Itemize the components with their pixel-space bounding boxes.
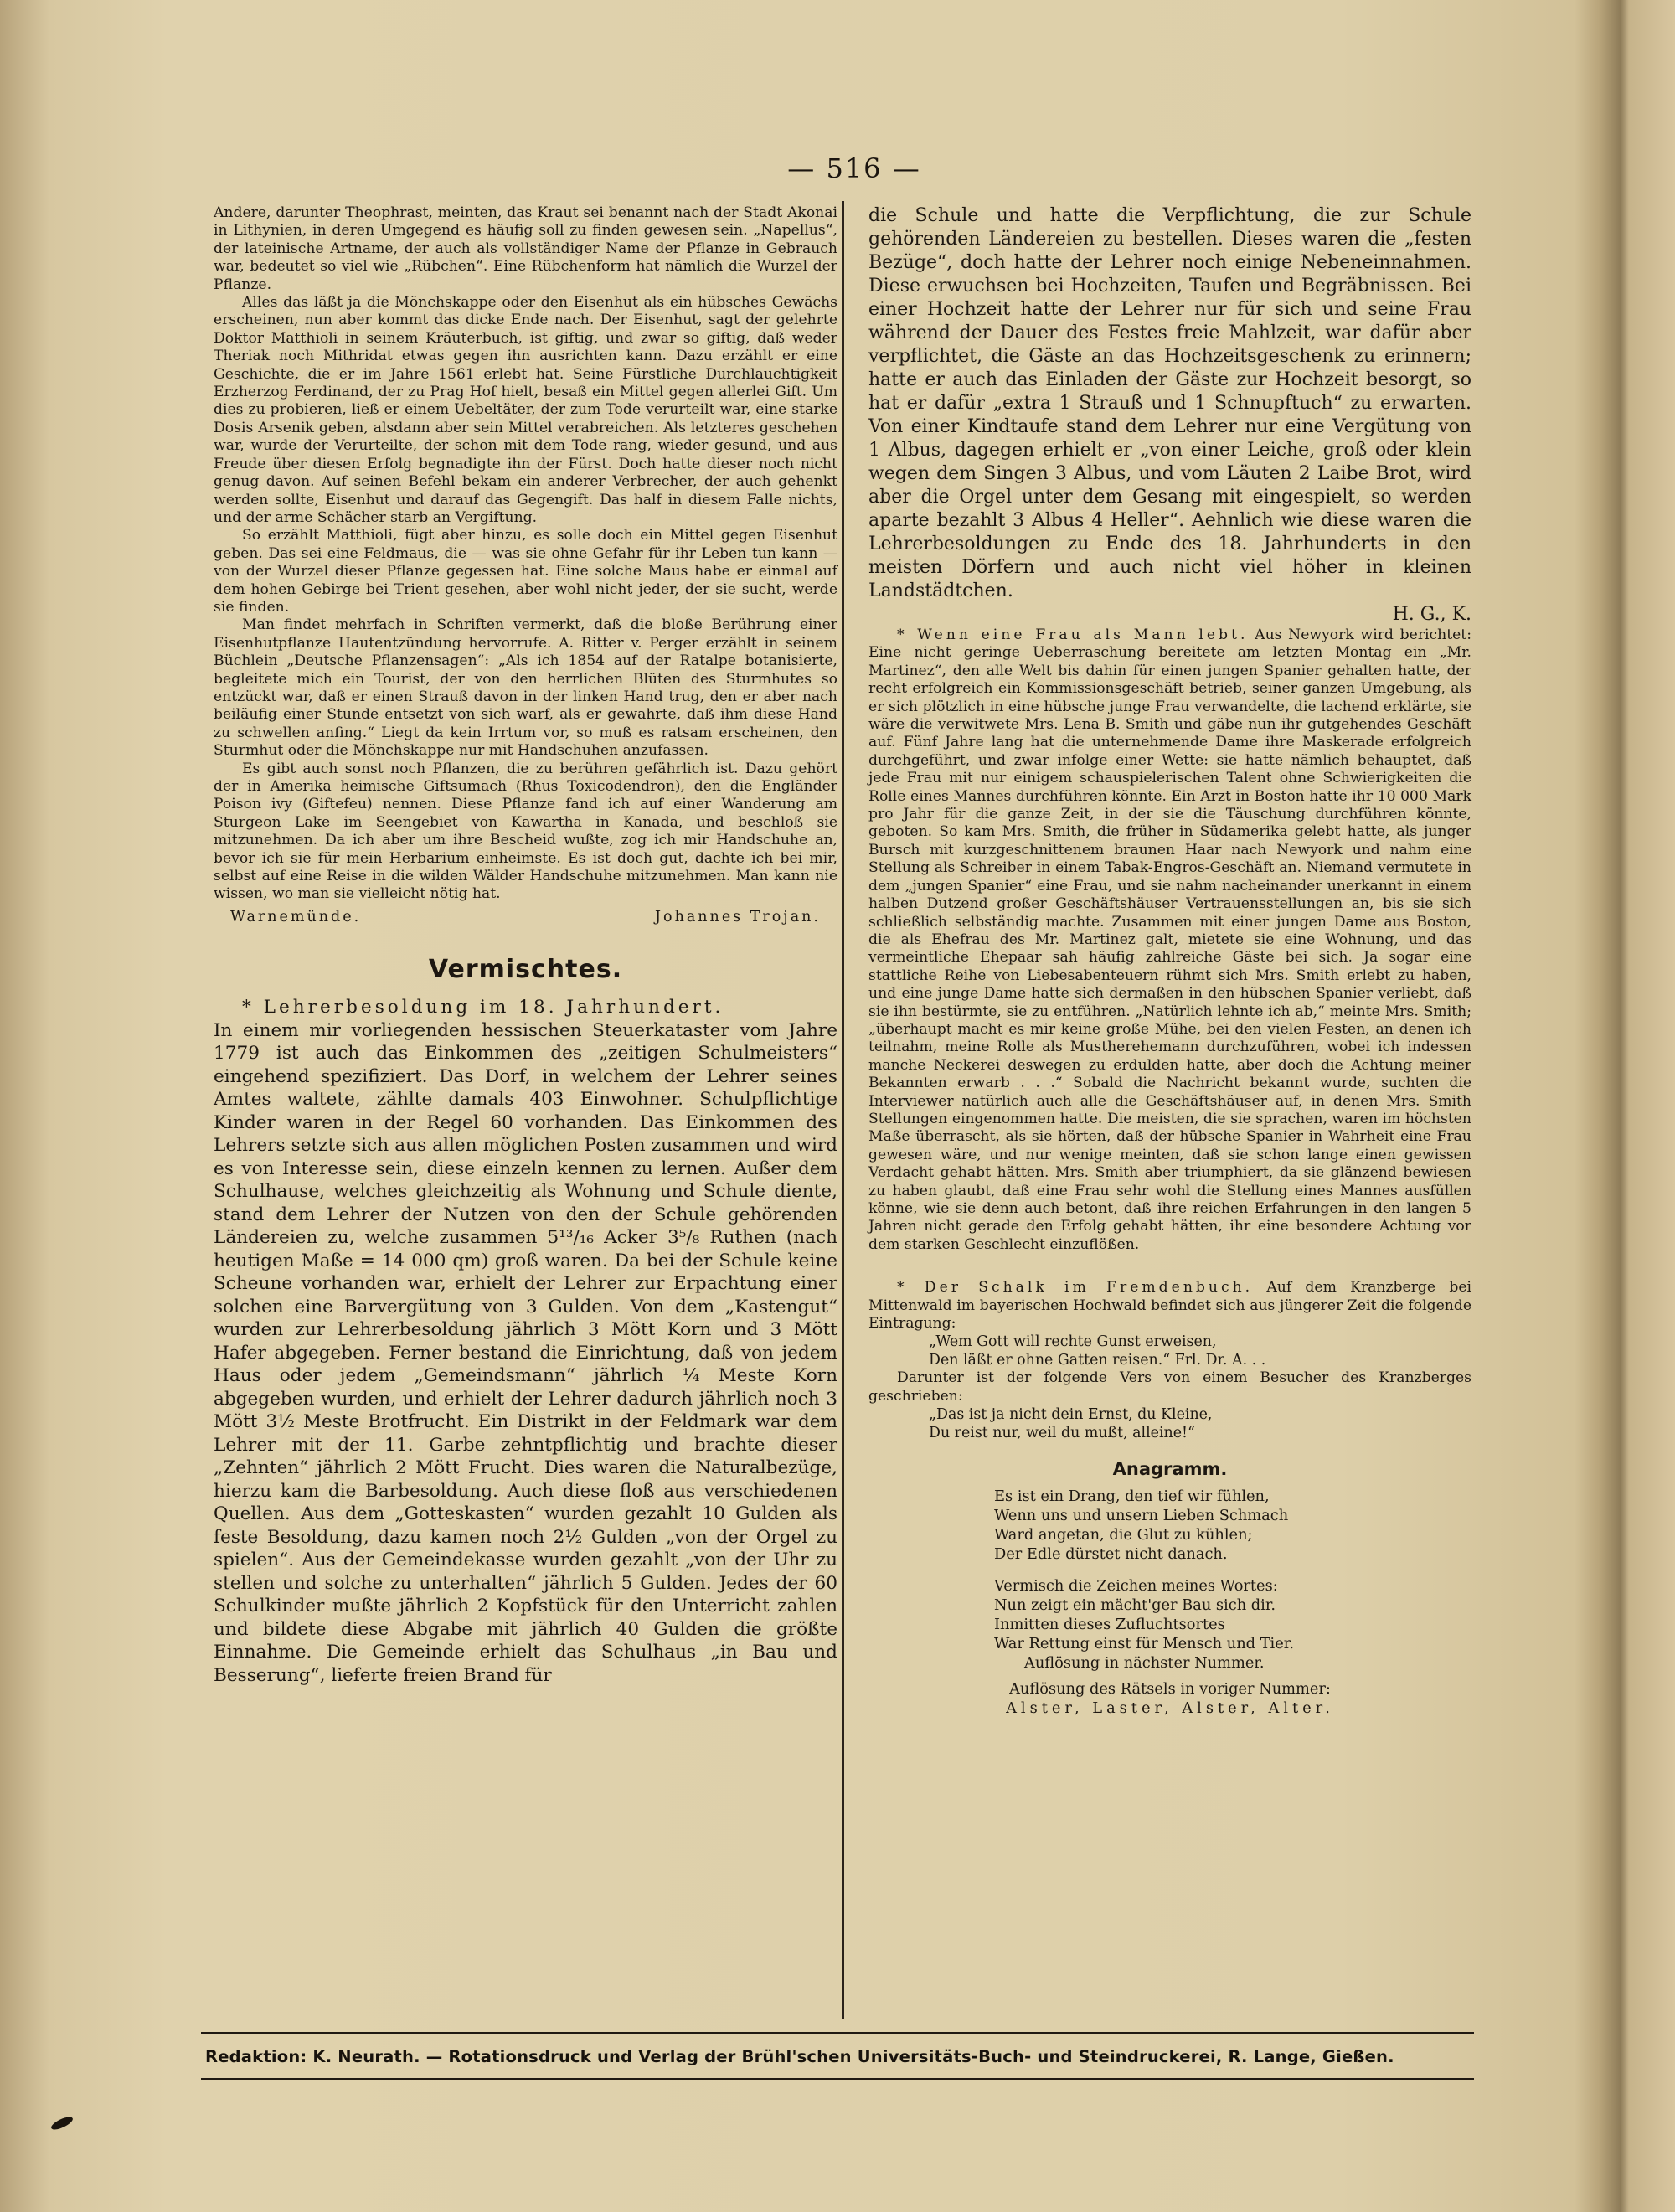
- poem-line: Es ist ein Drang, den tief wir fühlen,: [994, 1488, 1270, 1506]
- article-heading-text: * Wenn eine Frau als Mann lebt.: [897, 626, 1249, 643]
- article-body: Aus Newyork wird berichtet: Eine nicht geringe Ueberraschung bereitete am letzten Montag ein „Mr. Martinez“, den alle Welt bis dahin für einen jungen Spanier gehalten hatte, der recht erfolgreich ein Kommissionsgeschäft betrieb, seiner ganzen Umgebung, als er sich plötzlich in eine hübsche junge Frau verwandelte, die lachend erklärte, sie wäre die verwitwete Mrs. Lena B. Smith und gäbe nun ihr gutgehendes Geschäft auf. Fünf Jahre lang hat die unternehmende Dame ihre Maskerade erfolgreich durchgeführt, und zwar infolge einer Wette: sie hatte nämlich behauptet, daß jede Frau mit nur einigem schauspielerischen Talent ohne Schwierigkeiten die Rolle eines Mannes durchführen könnte. Ein Arzt in Boston hatte ihr 10 000 Mark pro Jahr für die ganze Zeit, in der sie die Täuschung durchführen könnte, geboten. So kam Mrs. Smith, die früher in Südamerika gelebt hatte, als junger Bursch mit kurzgeschnittenem braunen Haar nach Newyork und nahm eine Stellung als Schreiber in einem Tabak-Engros-Geschäft an. Niemand vermutete in dem „jungen Spanier“ eine Frau, und sie nahm nacheinander unerkannt in einem halben Dutzend großer Geschäftshäuser Vertrauensstellungen an, bis sie sich schließlich selbständig machte. Zusammen mit einer jungen Dame aus Boston, die als Ehefrau des Mr. Martinez galt, mietete sie eine Wohnung, und das vermeintliche Ehepaar sah häufig zahlreiche Gäste bei sich. Ja sogar eine stattliche Reihe von Liebesabenteuern rühmt sich Mrs. Smith erlebt zu haben, und eine junge Dame hatte sich dermaßen in den hübschen Spanier verliebt, daß sie ihn bestürmte, sie zu entführen. „Natürlich lehnte ich ab,“ meinte Mrs. Smith; „überhaupt macht es mir keine große Mühe, bei den vielen Festen, an denen ich teilnahm, meine Rolle als Mustherehemann durchzuführen, wobei ich indessen manche Neckerei deswegen zu erdulden hatte, aber doch die Achtung meiner Bekannten erwarb . . .“ Sobald die Nachricht bekannt wurde, suchten die Interviewer natürlich auch alle die Geschäftshäuser auf, in denen Mrs. Smith Stellungen eingenommen hatte. Die meisten, die sie sprachen, waren im höchsten Maße überrascht, als sie hörten, daß der hübsche Spanier in Wahrheit eine Frau gewesen wäre, und nur wenige meinten, daß sie schon lange einen gewissen Verdacht gehabt hätten. Mrs. Smith aber triumphiert, da sie glänzend bewiesen zu haben glaubt, daß eine Frau sehr wohl die Stellung eines Mannes ausfüllen könne, wie sie denn auch betont, daß ihre reichen Erfahrungen in den langen 5 Jahren nicht gerade den Erfolg gehabt hätten, ihr eine besondere Achtung vor dem starken Geschlecht einzuflößen.: [868, 626, 1472, 1253]
- article-paragraph: Darunter ist der folgende Vers von einem Besucher des Kranzberges geschrieben:: [868, 1369, 1471, 1405]
- column-divider: [842, 201, 844, 2019]
- poem-line: Wenn uns und unsern Lieben Schmach: [994, 1507, 1289, 1525]
- article-paragraph: Alles das läßt ja die Mönchskappe oder den Eisenhut als ein hübsches Gewächs erscheinen, nun aber kommt das dicke Ende nach. Der Eisenhut, sagt der gelehrte Doktor Matthioli in seinem Kräuterbuch, ist giftig, und zwar so giftig, daß weder Theriak noch Mithridat etwas gegen ihn ausrichten kann. Dazu erzählt er eine Geschichte, die er im Jahre 1561 erlebt hat. Seine Fürstliche Durchlauchtigkeit Erzherzog Ferdinand, der zu Prag Hof hielt, besaß ein Mittel gegen allerlei Gift. Um dies zu probieren, ließ er einem Uebeltäter, der zum Tode verurteilt war, eine starke Dosis Arsenik geben, alsdann aber sein Mittel verabreichen. Als letzteres geschehen war, wurde der Verurteilte, der schon mit dem Tode rang, wieder gesund, und aus Freude über diesen Erfolg begnadigte ihn der Fürst. Doch hatte dieser noch nicht genug davon. Auf seinen Befehl bekam ein anderer Verbrecher, der auch gehenkt werden sollte, Eisenhut und darauf das Gegengift. Das half in diesem Falle nichts, und der arme Schächer starb an Vergiftung.: [214, 294, 838, 526]
- article-paragraph: die Schule und hatte die Verpflichtung, die zur Schule gehörenden Ländereien zu bestellen. Dieses waren die „festen Bezüge“, doch hatte der Lehrer noch einige Nebeneinnahmen. Diese erwuchsen bei Hochzeiten, Taufen und Begräbnissen. Bei einer Hochzeit hatte der Lehrer nur für sich und seine Frau während der Dauer des Festes freie Mahlzeit, war dafür aber verpflichtet, die Gäste an das Hochzeitsgeschenk zu erinnern; hatte er auch das Einladen der Gäste zur Hochzeit besorgt, so hat er dafür „extra 1 Strauß und 1 Schnupftuch“ zu erwarten. Von einer Kindtaufe stand dem Lehrer nur eine Vergütung von 1 Albus, dagegen erhielt er „von einer Leiche, groß oder klein wegen dem Singen 3 Albus, und vom Läuten 2 Laibe Brot, wird aber die Orgel unter dem Gesang mit eingespielt, so werden aparte bezahlt 3 Albus 4 Heller“. Aehnlich wie diese waren die Lehrerbesoldungen zu Ende des 18. Jahrhunderts in den meisten Dörfern und auch nicht viel höher in kleinen Landstädtchen.: [868, 205, 1471, 601]
- article-paragraph: Es gibt auch sonst noch Pflanzen, die zu berühren gefährlich ist. Dazu gehört der in Amerika heimische Giftsumach (Rhus Toxicodendron), den die Engländer Poison ivy (Giftefeu) nennen. Diese Pflanze fand ich auf einer Wanderung am Sturgeon Lake im Seengebiet von Kawartha in Kanada, und beschloß sie mitzunehmen. Da ich aber um ihre Bescheid wußte, zog ich mir Handschuhe an, bevor ich sie für mein Herbarium einheimste. Es ist doch gut, dachte ich bei mir, selbst auf eine Reise in die wilden Wälder Handschuhe mitzunehmen. Man kann nie wissen, wo man sie vielleicht nötig hat.: [214, 760, 838, 903]
- poem-line: Der Edle dürstet nicht danach.: [994, 1544, 1228, 1563]
- article-frau-als-mann: [868, 626, 1471, 1254]
- poem-stanza-gap: [994, 1564, 1471, 1577]
- article-continuation: [868, 204, 1471, 626]
- article-lehrerbesoldung: [214, 996, 838, 1687]
- signature-place: Warnemünde.: [230, 908, 362, 926]
- article-paragraph: In einem mir vorliegenden hessischen Steuerkataster vom Jahre 1779 ist auch das Einkommen des „zeitigen Schulmeisters“ eingehend spezifiziert. Das Dorf, in welchem der Lehrer seines Amtes waltete, zählte damals 403 Einwohner. Schulpflichtige Kinder waren in der Regel 60 vorhanden. Das Einkommen des Lehrers setzte sich aus allen möglichen Posten zusammen und wird es von Interesse sein, diese einzeln kennen zu lernen. Außer dem Schulhause, welches gleichzeitig als Wohnung und Schule diente, stand dem Lehrer der Nutzen von den der Schule gehörenden Ländereien zu, welche zusammen 5¹³/₁₆ Acker 3⁵/₈ Ruthen (nach heutigen Maße = 14 000 qm) groß waren. Da bei der Schule keine Scheune vorhanden war, erhielt der Lehrer zur Erpachtung einer solchen eine Barvergütung von 3 Gulden. Von dem „Kastengut“ wurden zur Lehrerbesoldung jährlich 3 Mött Korn und 3 Mött Hafer abgegeben. Ferner bestand die Einrichtung, daß von jedem Haus oder jedem „Gemeindsmann“ jährlich ¼ Meste Korn abgegeben wurden, und erhielt der Lehrer dadurch jährlich noch 3 Mött 3½ Meste Brotfrucht. Ein Distrikt in der Feldmark war dem Lehrer mit der 11. Garbe zehntpflichtig und brachte dieser „Zehnten“ jährlich 2 Mött Frucht. Dies waren die Naturalbezüge, hierzu kam die Barbesoldung. Auch diese floß aus verschiedenen Quellen. Aus dem „Gotteskasten“ wurden gezahlt 10 Gulden als feste Besoldung, dazu kamen noch 2½ Gulden „von der Orgel zu spielen“. Aus der Gemeindekasse wurden gezahlt „von der Uhr zu stellen und solche zu unterhalten“ jährlich 5 Gulden. Jedes der 60 Schulkinder mußte jährlich 2 Kopfstück für den Unterricht zahlen und bildete diese Abgabe mit jährlich 40 Gulden die größte Einnahme. Die Gemeinde erhielt das Schulhaus „in Bau und Besserung“, lieferte freien Brand für: [214, 1019, 838, 1686]
- anagram-title: Anagramm.: [1112, 1459, 1228, 1480]
- poem-line: Vermisch die Zeichen meines Wortes:: [994, 1577, 1278, 1596]
- article-paragraph: Man findet mehrfach in Schriften vermerkt, daß die bloße Berührung einer Eisenhutpflanze Hautentzündung hervorrufe. A. Ritter v. Perger erzählt in seinem Büchlein „Deutsche Pflanzensagen“: „Als ich 1854 auf der Ratalpe botanisierte, begleitete mich ein Tourist, der von den herrlichen Blüten des Sturmhutes so entzückt war, daß er einen Strauß davon in der linken Hand trug, den er aber nach beiläufig einer Stunde entsetzt von sich warf, als er gewahrte, daß ihm diese Hand zu schwellen anfing.“ Liegt da kein Irrtum vor, so muß es ratsam erscheinen, den Sturmhut oder die Mönchskappe nur mit Handschuhen anzufassen.: [214, 616, 838, 760]
- answer-text: Alster, Laster, Alster, Alter.: [1006, 1699, 1334, 1718]
- article-heading-text: * Lehrerbesoldung im 18. Jahrhundert.: [242, 997, 724, 1018]
- page-number: — 516 —: [787, 152, 921, 184]
- spacer: [868, 1254, 1471, 1279]
- verse-line: Den läßt er ohne Gatten reisen.“ Frl. Dr. A. . .: [929, 1352, 1266, 1369]
- puzzle-answer: [868, 1679, 1471, 1718]
- imprint-footer: Redaktion: K. Neurath. — Rotationsdruck und Verlag der Brühl'schen Universitäts-Buch- und Steindruckerei, R. Lange, Gießen.: [205, 2047, 1394, 2066]
- poem-line: Nun zeigt ein mächt'ger Bau sich dir.: [994, 1596, 1276, 1615]
- article-paragraph: [868, 626, 1471, 1254]
- article-body: Auf dem Kranzberge bei Mittenwald im bayerischen Hochwald befindet sich aus jüngerer Zeit die folgende Eintragung:: [868, 1279, 1471, 1333]
- footer-rule: [201, 2032, 1474, 2034]
- poem-line: Auflösung in nächster Nummer.: [1024, 1653, 1265, 1672]
- article-heading: [214, 996, 838, 1019]
- poem-line: Ward angetan, die Glut zu kühlen;: [994, 1525, 1253, 1544]
- article-heading-text: * Der Schalk im Fremdenbuch.: [897, 1279, 1254, 1297]
- left-column: [214, 204, 838, 1687]
- verse-line: „Das ist ja nicht dein Ernst, du Kleine,: [929, 1406, 1213, 1424]
- anagram-poem: [868, 1488, 1471, 1673]
- section-title: Vermischtes.: [428, 955, 623, 985]
- answer-label: Auflösung des Rätsels in voriger Nummer:: [1009, 1680, 1331, 1699]
- right-column: [868, 204, 1471, 1718]
- verse-line: „Wem Gott will rechte Gunst erweisen,: [929, 1333, 1217, 1351]
- article-paragraph: Andere, darunter Theophrast, meinten, das Kraut sei benannt nach der Stadt Akonai in Lithynien, in deren Umgegend es häufig soll zu finden gewesen sein. „Napellus“, der lateinische Artname, der auch als vollständiger Name der Pflanze in Gebrauch war, bedeutet so viel wie „Rübchen“. Eine Rübchenform hat nämlich die Wurzel der Pflanze.: [214, 204, 838, 293]
- article-signature: [230, 909, 821, 926]
- signature-author: Johannes Trojan.: [655, 908, 821, 926]
- poem-line: War Rettung einst für Mensch und Tier.: [994, 1634, 1294, 1653]
- ink-smudge: [49, 2115, 75, 2132]
- article-eisenhut: [214, 204, 838, 926]
- article-schalk: [868, 1279, 1471, 1442]
- verse-line: Du reist nur, weil du mußt, alleine!“: [929, 1425, 1195, 1442]
- footer-rule: [201, 2078, 1474, 2080]
- article-paragraph: [868, 1279, 1471, 1333]
- poem-line: Inmitten dieses Zufluchtsortes: [994, 1616, 1225, 1634]
- article-paragraph: So erzählt Matthioli, fügt aber hinzu, es solle doch ein Mittel gegen Eisenhut geben. Das sei eine Feldmaus, die — was sie ohne Gefahr für ihr Leben tun kann — von der Wurzel dieser Pflanze gegessen hat. Eine solche Maus habe er einmal auf dem hohen Gebirge bei Trient gesehen, aber wohl nicht jeder, der sie sucht, werde sie finden.: [214, 527, 838, 616]
- article-signature: H. G., K.: [1392, 604, 1471, 625]
